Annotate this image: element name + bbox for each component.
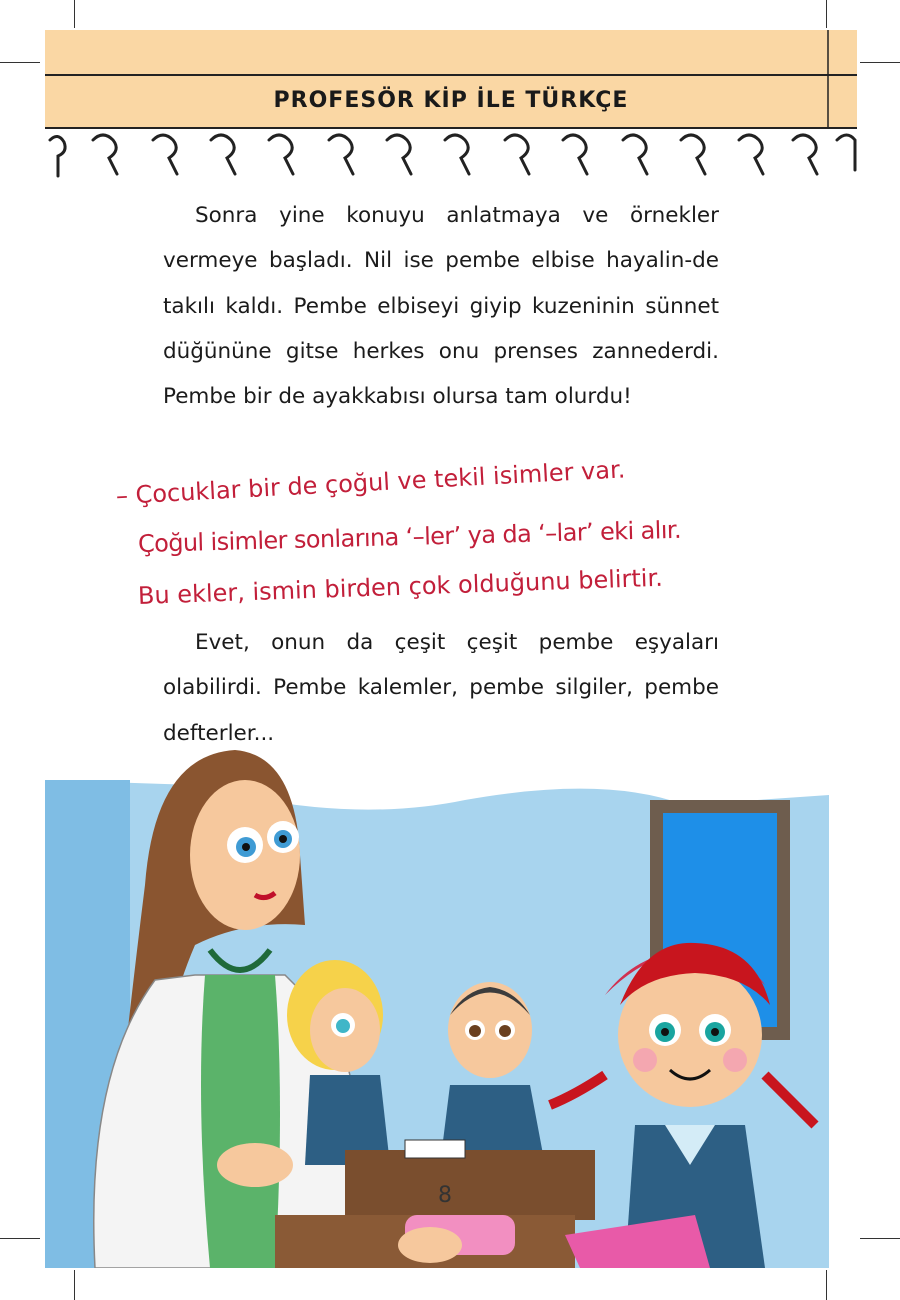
page-number: 8 <box>438 1183 452 1208</box>
crop-mark <box>74 0 75 28</box>
classroom-illustration <box>45 745 829 1268</box>
speech-line-1: – Çocuklar bir de çoğul ve tekil isimler var. <box>115 455 626 510</box>
crop-mark <box>826 1270 827 1300</box>
classroom-scene <box>45 745 829 1268</box>
crop-mark <box>860 1238 900 1239</box>
crop-mark <box>74 1270 75 1300</box>
crop-mark <box>0 1238 40 1239</box>
story-paragraph-1: Sonra yine konuyu anlatmaya ve örnekler vermeye başladı. Nil ise pembe elbise hayalin-de takılı kaldı. Pembe elbiseyi giyip kuzeninin sünnet düğününe gitse herkes onu prenses zannederdi. Pembe bir de ayakkabısı olursa tam olurdu! <box>163 203 719 410</box>
speech-line-3: Bu ekler, ismin birden çok olduğunu belirtir. <box>137 563 664 610</box>
crop-mark <box>826 0 827 28</box>
crop-mark <box>860 62 900 63</box>
speech-line-2: Çoğul isimler sonlarına ‘–ler’ ya da ‘–lar’ eki alır. <box>137 515 682 558</box>
header-title: PROFESÖR KİP İLE TÜRKÇE <box>273 88 629 113</box>
crop-mark <box>0 62 40 63</box>
story-paragraph-2: Evet, onun da çeşit çeşit pembe eşyaları olabilirdi. Pembe kalemler, pembe silgiler, pembe defterler... <box>163 630 719 746</box>
page-header <box>45 30 857 130</box>
